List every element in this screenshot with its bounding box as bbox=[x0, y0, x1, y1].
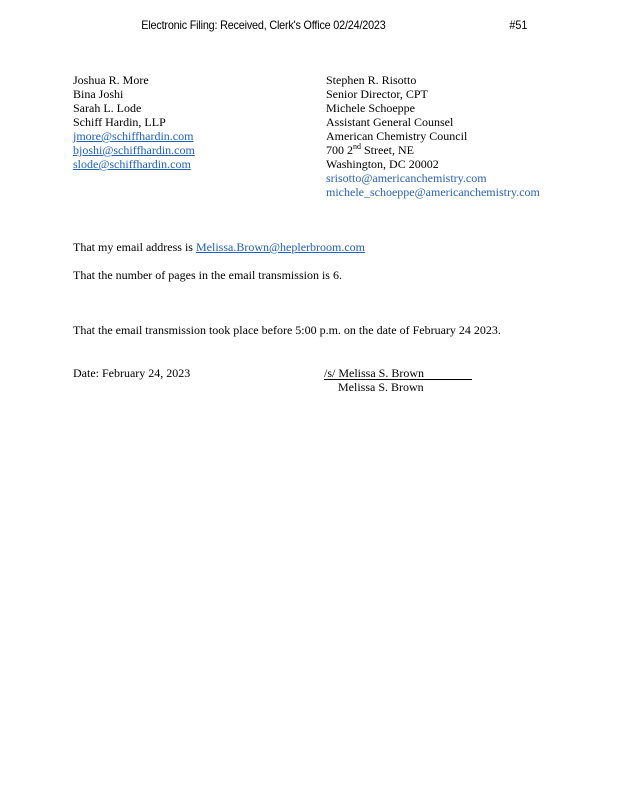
contact-city: Washington, DC 20002 bbox=[326, 157, 439, 171]
contact-firm: Schiff Hardin, LLP bbox=[73, 115, 166, 129]
contact-name: Stephen R. Risotto bbox=[326, 73, 417, 87]
email-link-slode[interactable]: slode@schiffhardin.com bbox=[73, 157, 191, 171]
email-statement: That my email address is Melissa.Brown@heplerbroom.com bbox=[73, 240, 366, 254]
email-text-srisotto: srisotto@americanchemistry.com bbox=[326, 171, 487, 185]
filing-stamp: Electronic Filing: Received, Clerk's Office 02/24/2023 bbox=[141, 18, 386, 32]
email-link-bjoshi[interactable]: bjoshi@schiffhardin.com bbox=[73, 143, 195, 157]
pages-statement: That the number of pages in the email transmission is 6. bbox=[73, 268, 342, 282]
signature-block bbox=[324, 366, 472, 394]
signature-line: /s/ Melissa S. Brown bbox=[324, 366, 472, 380]
sender-email-link[interactable]: Melissa.Brown@heplerbroom.com bbox=[195, 240, 366, 254]
contact-street: 700 2nd Street, NE bbox=[326, 142, 414, 157]
filing-header bbox=[0, 18, 556, 34]
contact-title: Senior Director, CPT bbox=[326, 87, 428, 101]
contact-name: Michele Schoeppe bbox=[326, 101, 415, 115]
left-contact-block bbox=[73, 73, 195, 171]
contact-name: Joshua R. More bbox=[73, 73, 149, 87]
email-link-jmore[interactable]: jmore@schiffhardin.com bbox=[73, 129, 194, 143]
contact-name: Bina Joshi bbox=[73, 87, 124, 101]
signer-name: Melissa S. Brown bbox=[338, 380, 424, 394]
contact-org: American Chemistry Council bbox=[326, 129, 468, 143]
contact-name: Sarah L. Lode bbox=[73, 101, 142, 115]
time-statement: That the email transmission took place before 5:00 p.m. on the date of February 24 2023. bbox=[73, 323, 501, 337]
document-number: #51 bbox=[509, 18, 528, 32]
email-text-schoeppe: michele_schoeppe@americanchemistry.com bbox=[326, 185, 540, 199]
right-contact-block bbox=[326, 73, 540, 199]
signature-date: Date: February 24, 2023 bbox=[73, 366, 191, 380]
contact-title: Assistant General Counsel bbox=[326, 115, 454, 129]
